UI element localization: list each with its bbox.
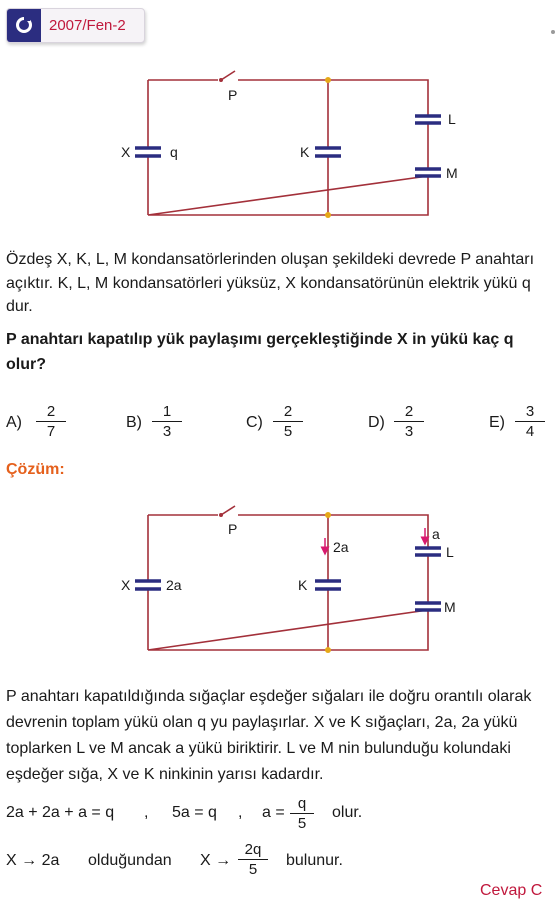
x-charge: 2a	[166, 577, 182, 593]
found-text: bulunur.	[286, 852, 343, 869]
k-label: K	[298, 577, 308, 593]
capacitor-x	[135, 581, 161, 589]
node-top	[325, 512, 331, 518]
edge-dot	[551, 30, 555, 34]
l-label: L	[446, 544, 454, 560]
because-text: olduğundan	[88, 852, 172, 869]
x-label: X	[121, 577, 131, 593]
x-charge: q	[170, 144, 178, 160]
k-charge: 2a	[333, 539, 349, 555]
separator: ,	[144, 804, 149, 821]
switch-label: P	[228, 521, 238, 537]
circuit-diagram-2	[0, 500, 555, 660]
capacitor-m	[415, 169, 441, 176]
x-label: X	[121, 144, 131, 160]
k-label: K	[300, 144, 310, 160]
l-charge: a	[432, 526, 440, 542]
equation-total: 5a = q	[172, 804, 217, 821]
m-label: M	[446, 165, 458, 181]
switch-pivot	[219, 513, 223, 517]
choice-fraction: $\frac{3}{4}$	[515, 402, 545, 441]
capacitor-m	[415, 603, 441, 610]
choice-letter: A)	[6, 414, 22, 431]
choice-fraction: $\frac{2}{5}$	[273, 402, 303, 441]
node-bottom	[325, 647, 331, 653]
answer-label: Cevap C	[480, 882, 543, 899]
equation-a-prefix: a =	[262, 804, 285, 821]
circuit-diagram-1	[0, 60, 555, 230]
equation-suffix: olur.	[332, 804, 363, 821]
fraction-q-over-5: $\frac{q}{5}$	[290, 794, 314, 833]
m-label: M	[444, 599, 456, 615]
choice-letter: C)	[246, 414, 263, 431]
question-bold: P anahtarı kapatılıp yük paylaşımı gerçekleştiğinde X in yükü kaç q olur?	[6, 331, 514, 373]
x-arrow: X →	[200, 852, 232, 869]
choice-letter: E)	[489, 414, 505, 431]
solution-heading: Çözüm:	[6, 461, 65, 478]
choice-fraction: $\frac{2}{3}$	[394, 402, 424, 441]
capacitor-x	[135, 148, 161, 156]
fraction-2q-over-5: $\frac{2q}{5}$	[238, 840, 268, 879]
node-top	[325, 77, 331, 83]
equation-line-2	[6, 840, 546, 888]
choice-fraction: $\frac{2}{7}$	[36, 402, 66, 441]
switch-label: P	[228, 87, 238, 103]
x-to-2a: X → 2a	[6, 852, 60, 869]
capacitor-l	[415, 116, 441, 123]
choice-letter: B)	[126, 414, 142, 431]
question-text: Özdeş X, K, L, M kondansatörlerinden oluşan şekildeki devrede P anahtarı açıktır. K, L, M kondansatörleri yüksüz, X kondansatörünün elektrik yükü q dur.	[6, 251, 535, 315]
equation-line-1	[6, 794, 546, 842]
solution-text: P anahtarı kapatıldığında sığaçlar eşdeğer sığaları ile doğru orantılı olarak devrenin toplam yükü olan q yu paylaşırlar. X ve K sığaçları, 2a, 2a yükü toplarken L ve M ancak a yükü biriktirir. L ve M nin bulunduğu kolundaki eşdeğer sığa, X ve K ninkinin yarısı kadardır.	[6, 688, 532, 783]
switch-pivot	[219, 78, 223, 82]
source-label: 2007/Fen-2	[49, 17, 126, 34]
capacitor-k	[315, 581, 341, 589]
choice-letter: D)	[368, 414, 385, 431]
source-badge	[6, 8, 145, 43]
capacitor-l	[415, 548, 441, 555]
separator: ,	[238, 804, 243, 821]
equation-sum: 2a + 2a + a = q	[6, 804, 115, 821]
capacitor-k	[315, 148, 341, 156]
node-bottom	[325, 212, 331, 218]
refresh-icon	[7, 9, 41, 42]
l-label: L	[448, 111, 456, 127]
choice-fraction: $\frac{1}{3}$	[152, 402, 182, 441]
